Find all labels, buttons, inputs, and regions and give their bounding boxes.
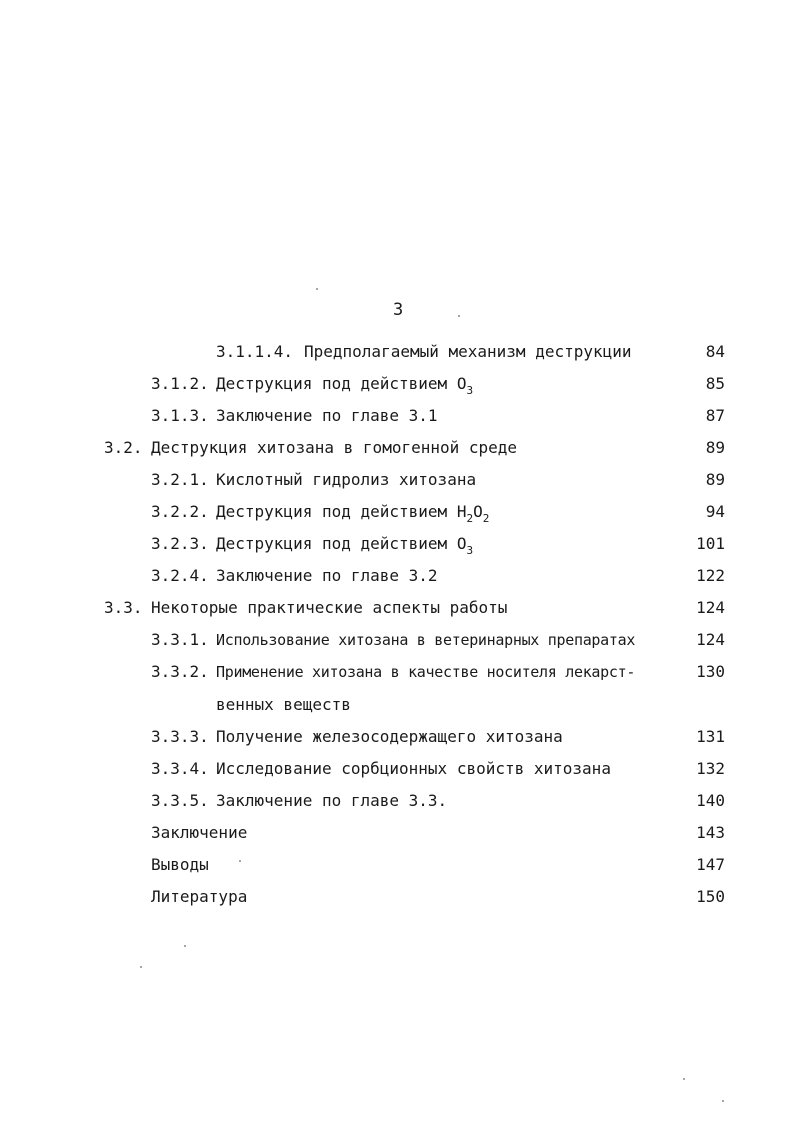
scan-speck bbox=[683, 1078, 685, 1080]
toc-entry bbox=[0, 754, 793, 784]
toc-entry-page: 143 bbox=[696, 823, 725, 842]
toc-entry bbox=[0, 625, 793, 655]
scan-speck bbox=[722, 1100, 724, 1102]
toc-entry bbox=[0, 657, 793, 687]
toc-entry-number: 3.3.2. bbox=[151, 662, 209, 681]
toc-entry-number: 3.1.2. bbox=[151, 374, 209, 393]
toc-entry-title bbox=[216, 497, 489, 529]
toc-entry-number: 3.3.4. bbox=[151, 759, 209, 778]
scan-speck bbox=[239, 860, 241, 862]
scan-speck bbox=[140, 966, 142, 968]
toc-entry-page: 140 bbox=[696, 791, 725, 810]
toc-entry-number: 3.2. bbox=[104, 438, 143, 457]
toc-entry bbox=[0, 369, 793, 399]
toc-entry bbox=[0, 722, 793, 752]
toc-entry bbox=[0, 337, 793, 367]
toc-entry-subscript: 3 bbox=[466, 384, 474, 397]
toc-entry-title bbox=[216, 529, 473, 561]
toc-entry bbox=[0, 529, 793, 559]
toc-entry-page: 94 bbox=[705, 502, 725, 521]
toc-entry bbox=[0, 850, 793, 880]
toc-entry-page: 89 bbox=[705, 438, 725, 457]
toc-entry bbox=[0, 818, 793, 848]
toc-entry-title: Предполагаемый механизм деструкции bbox=[304, 342, 632, 361]
scan-speck bbox=[316, 288, 318, 290]
toc-entry-title: Заключение bbox=[151, 823, 248, 842]
toc-entry bbox=[0, 561, 793, 591]
toc-entry-page: 150 bbox=[696, 887, 725, 906]
toc-entry-title: Выводы bbox=[151, 855, 209, 874]
toc-entry bbox=[0, 465, 793, 495]
toc-entry-page: 131 bbox=[696, 727, 725, 746]
scan-speck bbox=[458, 315, 460, 317]
toc-entry-subscript: 2 bbox=[482, 512, 490, 525]
toc-entry-number: 3.2.2. bbox=[151, 502, 209, 521]
toc-entry-title: Получение железосодержащего хитозана bbox=[216, 727, 563, 746]
toc-entry bbox=[0, 433, 793, 463]
toc-entry-title: Заключение по главе 3.3. bbox=[216, 791, 448, 810]
toc-entry-page: 101 bbox=[696, 534, 725, 553]
toc-entry-page: 124 bbox=[696, 598, 725, 617]
toc-entry-title-text: Деструкция под действием O bbox=[216, 534, 467, 553]
toc-entry-title: Использование хитозана в ветеринарных препаратах bbox=[216, 631, 636, 649]
toc-entry-page: 132 bbox=[696, 759, 725, 778]
toc-entry-subscript: 2 bbox=[466, 512, 474, 525]
toc-entry-number: 3.2.1. bbox=[151, 470, 209, 489]
toc-entry bbox=[0, 401, 793, 431]
toc-entry-number: 3.1.3. bbox=[151, 406, 209, 425]
toc-entry-page: 87 bbox=[705, 406, 725, 425]
toc-entry bbox=[0, 786, 793, 816]
toc-entry bbox=[0, 497, 793, 527]
toc-entry-title: Заключение по главе 3.2 bbox=[216, 566, 438, 585]
toc-entry-page: 147 bbox=[696, 855, 725, 874]
toc-entry-number: 3.1.1.4. bbox=[216, 342, 294, 361]
toc-entry-title: Кислотный гидролиз хитозана bbox=[216, 470, 477, 489]
toc-entry-page: 85 bbox=[705, 374, 725, 393]
toc-entry-title: венных веществ bbox=[216, 695, 351, 714]
toc-entry-page: 84 bbox=[705, 342, 725, 361]
toc-entry-title-text: Деструкция под действием O bbox=[216, 374, 467, 393]
toc-entry bbox=[0, 882, 793, 912]
toc-entry-title: Применение хитозана в качестве носителя лекарст- bbox=[216, 663, 636, 681]
toc-entry-number: 3.3. bbox=[104, 598, 143, 617]
toc-entry-title: Исследование сорбционных свойств хитозана bbox=[216, 759, 611, 778]
scan-speck bbox=[184, 945, 186, 947]
toc-entry-number: 3.3.1. bbox=[151, 630, 209, 649]
toc-entry-number: 3.2.3. bbox=[151, 534, 209, 553]
toc-entry-title: Литература bbox=[151, 887, 248, 906]
toc-entry-number: 3.3.5. bbox=[151, 791, 209, 810]
toc-entry-number: 3.3.3. bbox=[151, 727, 209, 746]
toc-entry-title-text: Деструкция под действием H bbox=[216, 502, 467, 521]
toc-entry bbox=[0, 593, 793, 623]
toc-entry-page: 122 bbox=[696, 566, 725, 585]
toc-entry-title: Некоторые практические аспекты работы bbox=[151, 598, 508, 617]
toc-entry-title: Деструкция хитозана в гомогенной среде bbox=[151, 438, 518, 457]
toc-entry-title: Заключение по главе 3.1 bbox=[216, 406, 438, 425]
toc-entry-page: 130 bbox=[696, 662, 725, 681]
toc-entry-number: 3.2.4. bbox=[151, 566, 209, 585]
toc-entry-title bbox=[216, 369, 473, 401]
toc-entry-title-text: O bbox=[473, 502, 483, 521]
toc-entry-page: 124 bbox=[696, 630, 725, 649]
page-number: 3 bbox=[393, 300, 405, 320]
toc-entry-page: 89 bbox=[705, 470, 725, 489]
toc-entry-subscript: 3 bbox=[466, 544, 474, 557]
toc-entry-continuation bbox=[0, 690, 793, 720]
